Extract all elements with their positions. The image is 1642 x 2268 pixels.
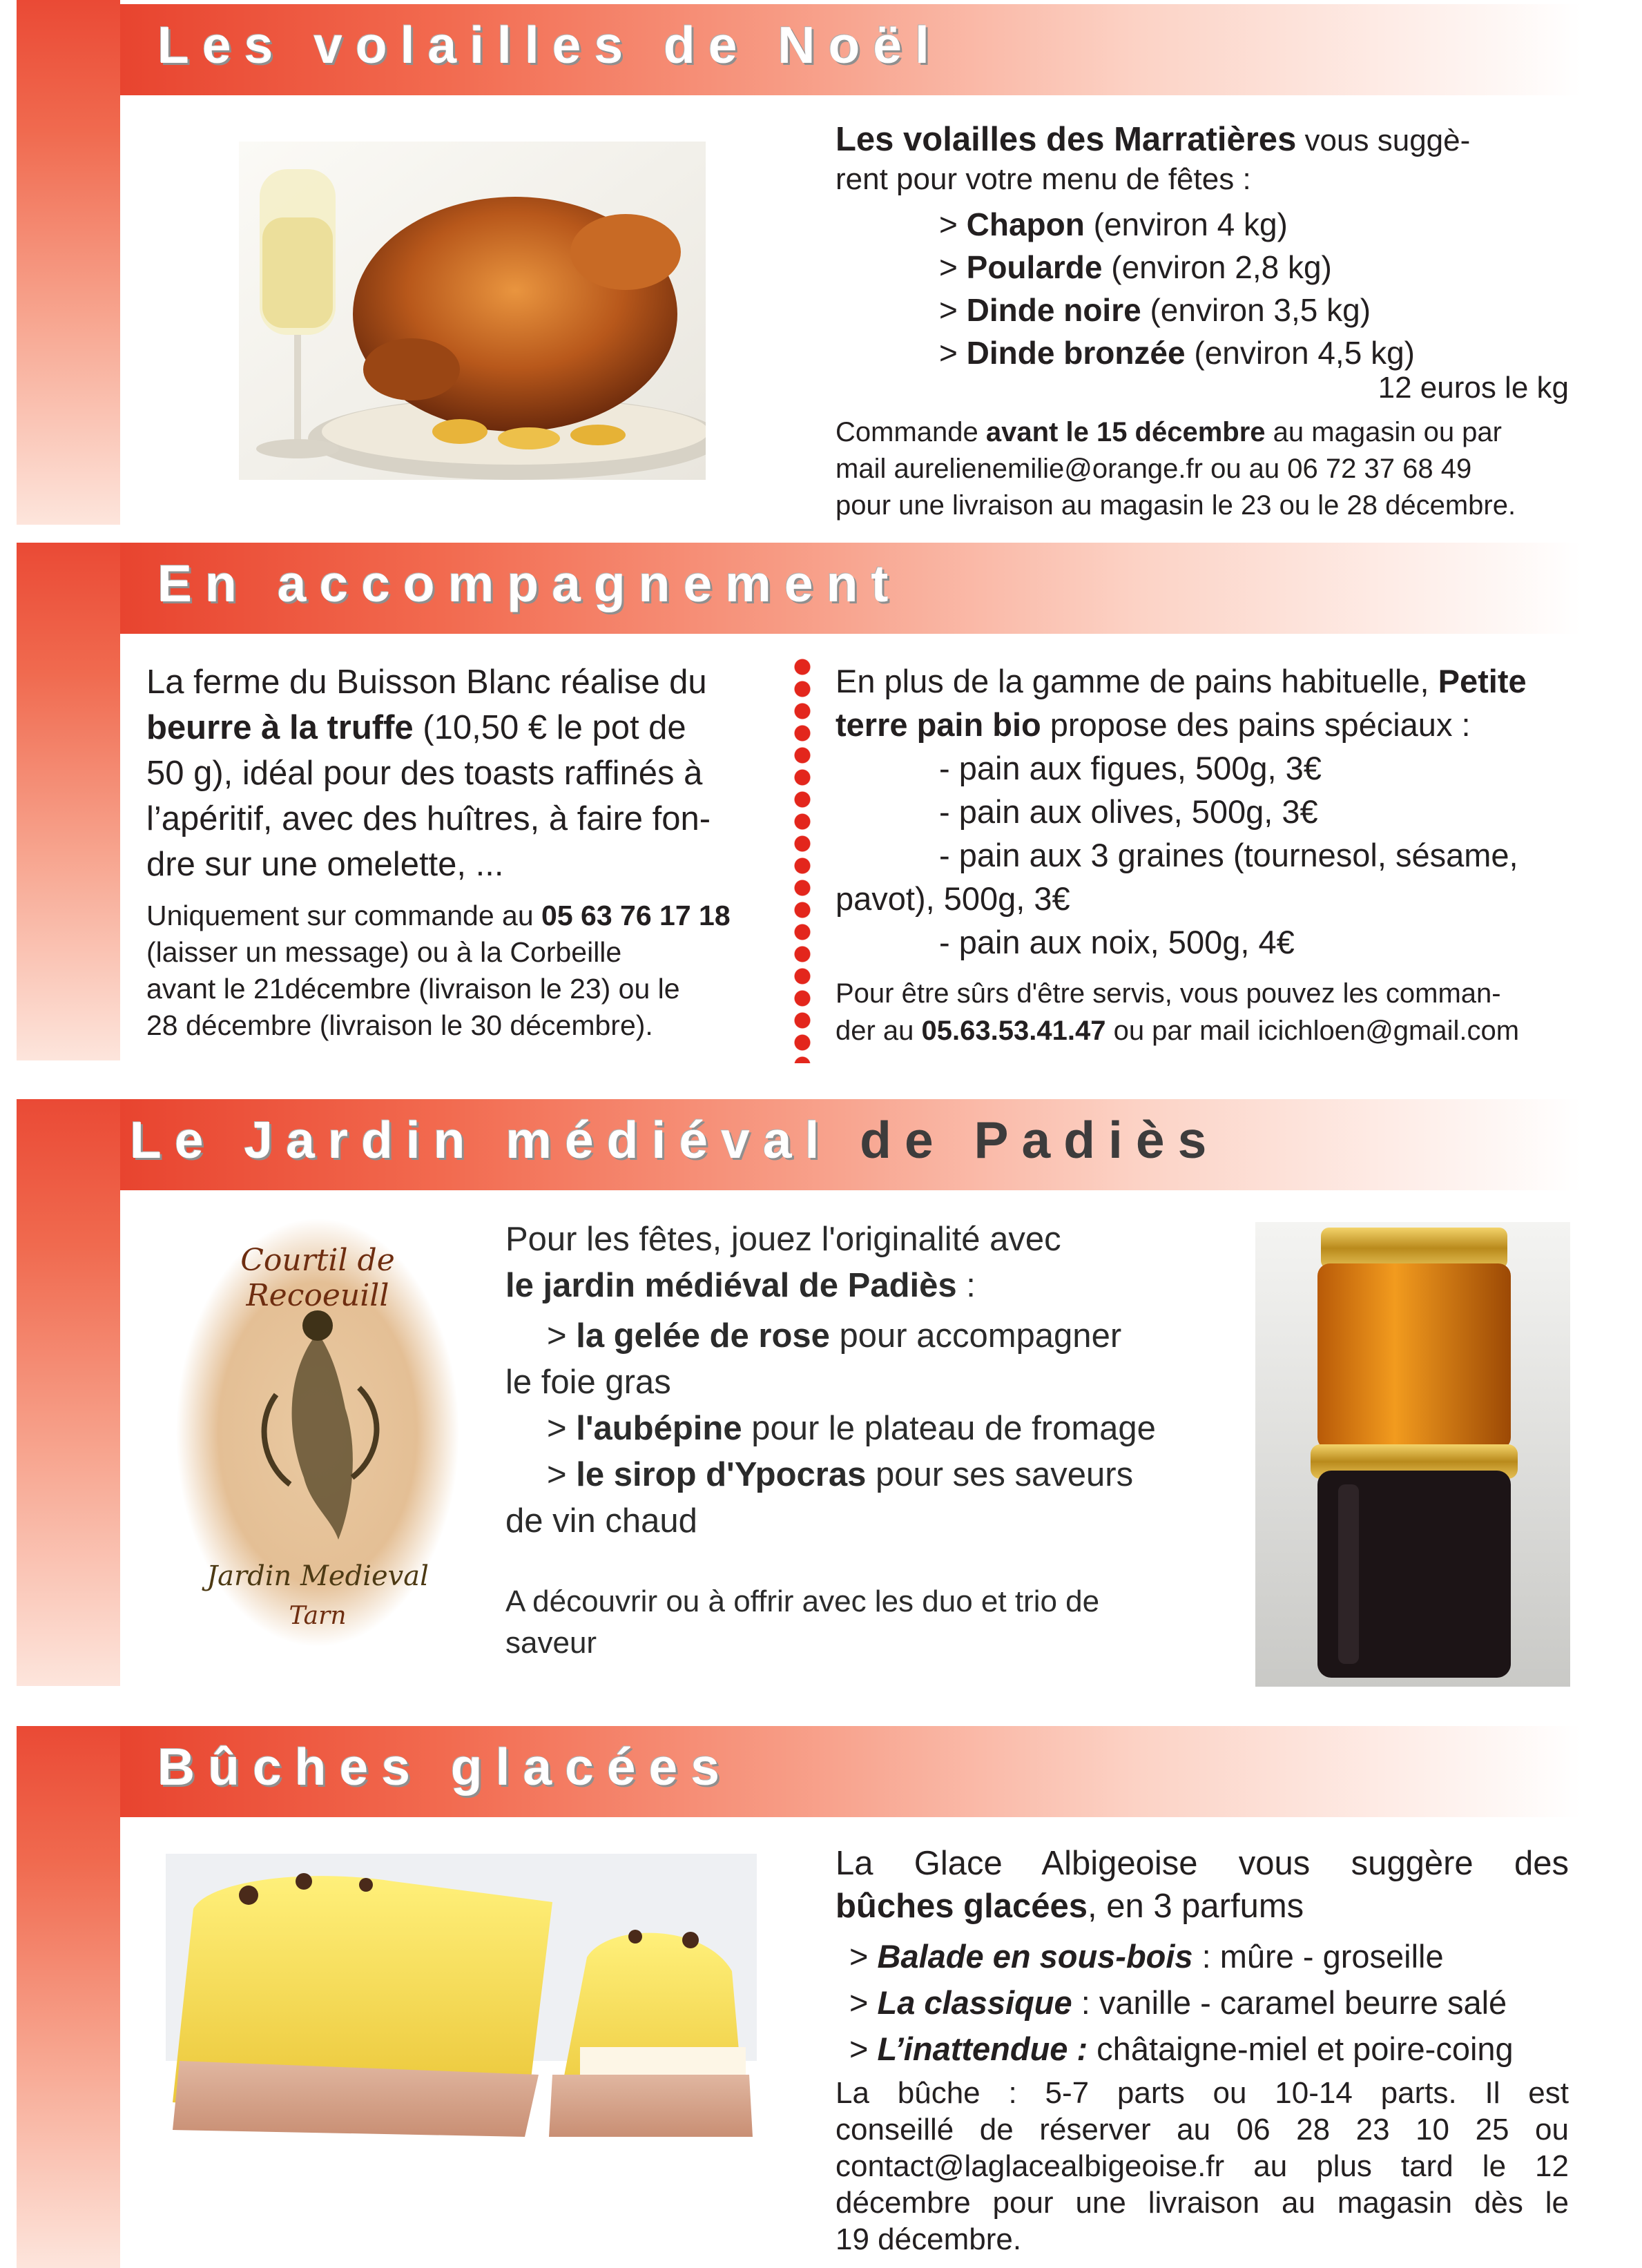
section-banner (120, 4, 1581, 95)
list-item: > le sirop d'Ypocras pour ses saveurs (547, 1456, 1134, 1493)
list-item: - pain aux 3 graines (tournesol, sésame, (939, 837, 1518, 873)
dotted-divider (794, 656, 811, 1063)
flavor-list (849, 1933, 1514, 2072)
order-info: Commande avant le 15 décembre au magasin ou par mail aurelienemilie@orange.fr ou au 06 72 37 68 49 pour une livraison au magasin le 23 ou le 28 décembre. (836, 417, 1516, 521)
section-banner (120, 543, 1581, 634)
list-item: > La classique : vanille - caramel beurre salé (849, 1984, 1507, 2021)
logo-text-top: Courtil de Recoeuill (240, 1243, 395, 1313)
volailles-intro-line-1: Les volailles des Marratières vous suggè- (836, 121, 1471, 158)
section-sidebar-accent (17, 1099, 120, 1686)
section-title: Le Jardin médiéval de Padiès (130, 1111, 1220, 1169)
buches-intro: La Glace Albigeoise vous suggère des bûches glacées, en 3 parfums (836, 1845, 1569, 1925)
list-item: > Balade en sous-bois : mûre - groseille (849, 1938, 1444, 1975)
list-item: > Poularde (environ 2,8 kg) (939, 249, 1332, 285)
poultry-list (939, 203, 1415, 374)
roast-chicken-photo (239, 142, 706, 480)
logo-text-bottom: Jardin Medieval (206, 1560, 429, 1592)
section-sidebar-accent (17, 543, 120, 1060)
section-title: Les volailles de Noël (157, 16, 943, 74)
section-title: Bûches glacées (157, 1738, 733, 1796)
list-item: > Dinde noire (environ 3,5 kg) (939, 292, 1371, 328)
list-item: - pain aux figues, 500g, 3€ (939, 750, 1322, 786)
butter-order-note: Uniquement sur commande au 05 63 76 17 18 (laisser un message) ou à la Corbeille avant le 21décembre (livraison le 23) ou le 28 décembre (livraison le 30 décembre). (146, 900, 731, 1041)
butter-paragraph: La ferme du Buisson Blanc réalise du beurre à la truffe (10,50 € le pot de 50 g), idéal pour des toasts raffinés à l’apéritif, avec des huîtres, à faire fon- dre sur une omelette, ... (146, 663, 711, 883)
section-sidebar-accent (17, 0, 120, 525)
list-item: - pain aux noix, 500g, 4€ (939, 924, 1295, 960)
list-item: > Chapon (environ 4 kg) (939, 206, 1288, 242)
bread-order-note: Pour être sûrs d'être servis, vous pouvez les comman- der au 05.63.53.41.47 ou par mail icichloen@gmail.com (836, 978, 1520, 1046)
list-item: > Dinde bronzée (environ 4,5 kg) (939, 335, 1415, 371)
list-item: > L’inattendue : châtaigne-miel et poire-coing (849, 2030, 1514, 2067)
list-item: - pain aux olives, 500g, 3€ (939, 793, 1318, 830)
jardin-text: Pour les fêtes, jouez l'originalité avec le jardin médiéval de Padiès : > la gelée de rose pour accompagner le foie gras > l'aubépine pour le plateau de fromage > le sirop d'Ypocras pour ses saveurs de vin chaud (505, 1217, 1210, 1544)
section-banner (120, 1726, 1581, 1817)
jardin-outro: A découvrir ou à offrir avec les duo et trio de saveur (505, 1584, 1100, 1660)
buches-order-note: La bûche : 5-7 parts ou 10-14 parts. Il est conseillé de réserver au 06 28 23 10 25 ou contact@laglacealbigeoise.fr au plus tard le 12 décembre pour une livraison au magasin dès le 19 décembre. (836, 2076, 1569, 2256)
list-item: > l'aubépine pour le plateau de fromage (547, 1410, 1156, 1447)
jam-jars-photo (1255, 1222, 1570, 1687)
ice-cream-log-photo (166, 1854, 757, 2171)
bread-paragraph: En plus de la gamme de pains habituelle, Petite terre pain bio propose des pains spéciaux : - pain aux figues, 500g, 3€ - pain aux olives, 500g, 3€ - pain aux 3 graines (tournesol, sésame, pavot), 500g, 3€ - pain aux noix, 500g, 4€ (836, 659, 1527, 964)
jardin-medieval-logo (173, 1215, 463, 1650)
list-item: > la gelée de rose pour accompagner (547, 1317, 1122, 1355)
section-title: En accompagnement (157, 554, 902, 612)
section-sidebar-accent (17, 1726, 120, 2268)
price-label: 12 euros le kg (1378, 371, 1569, 405)
volailles-intro-line-2: rent pour votre menu de fêtes : (836, 162, 1251, 196)
section-banner (120, 1099, 1581, 1190)
logo-text-place: Tarn (289, 1602, 347, 1630)
